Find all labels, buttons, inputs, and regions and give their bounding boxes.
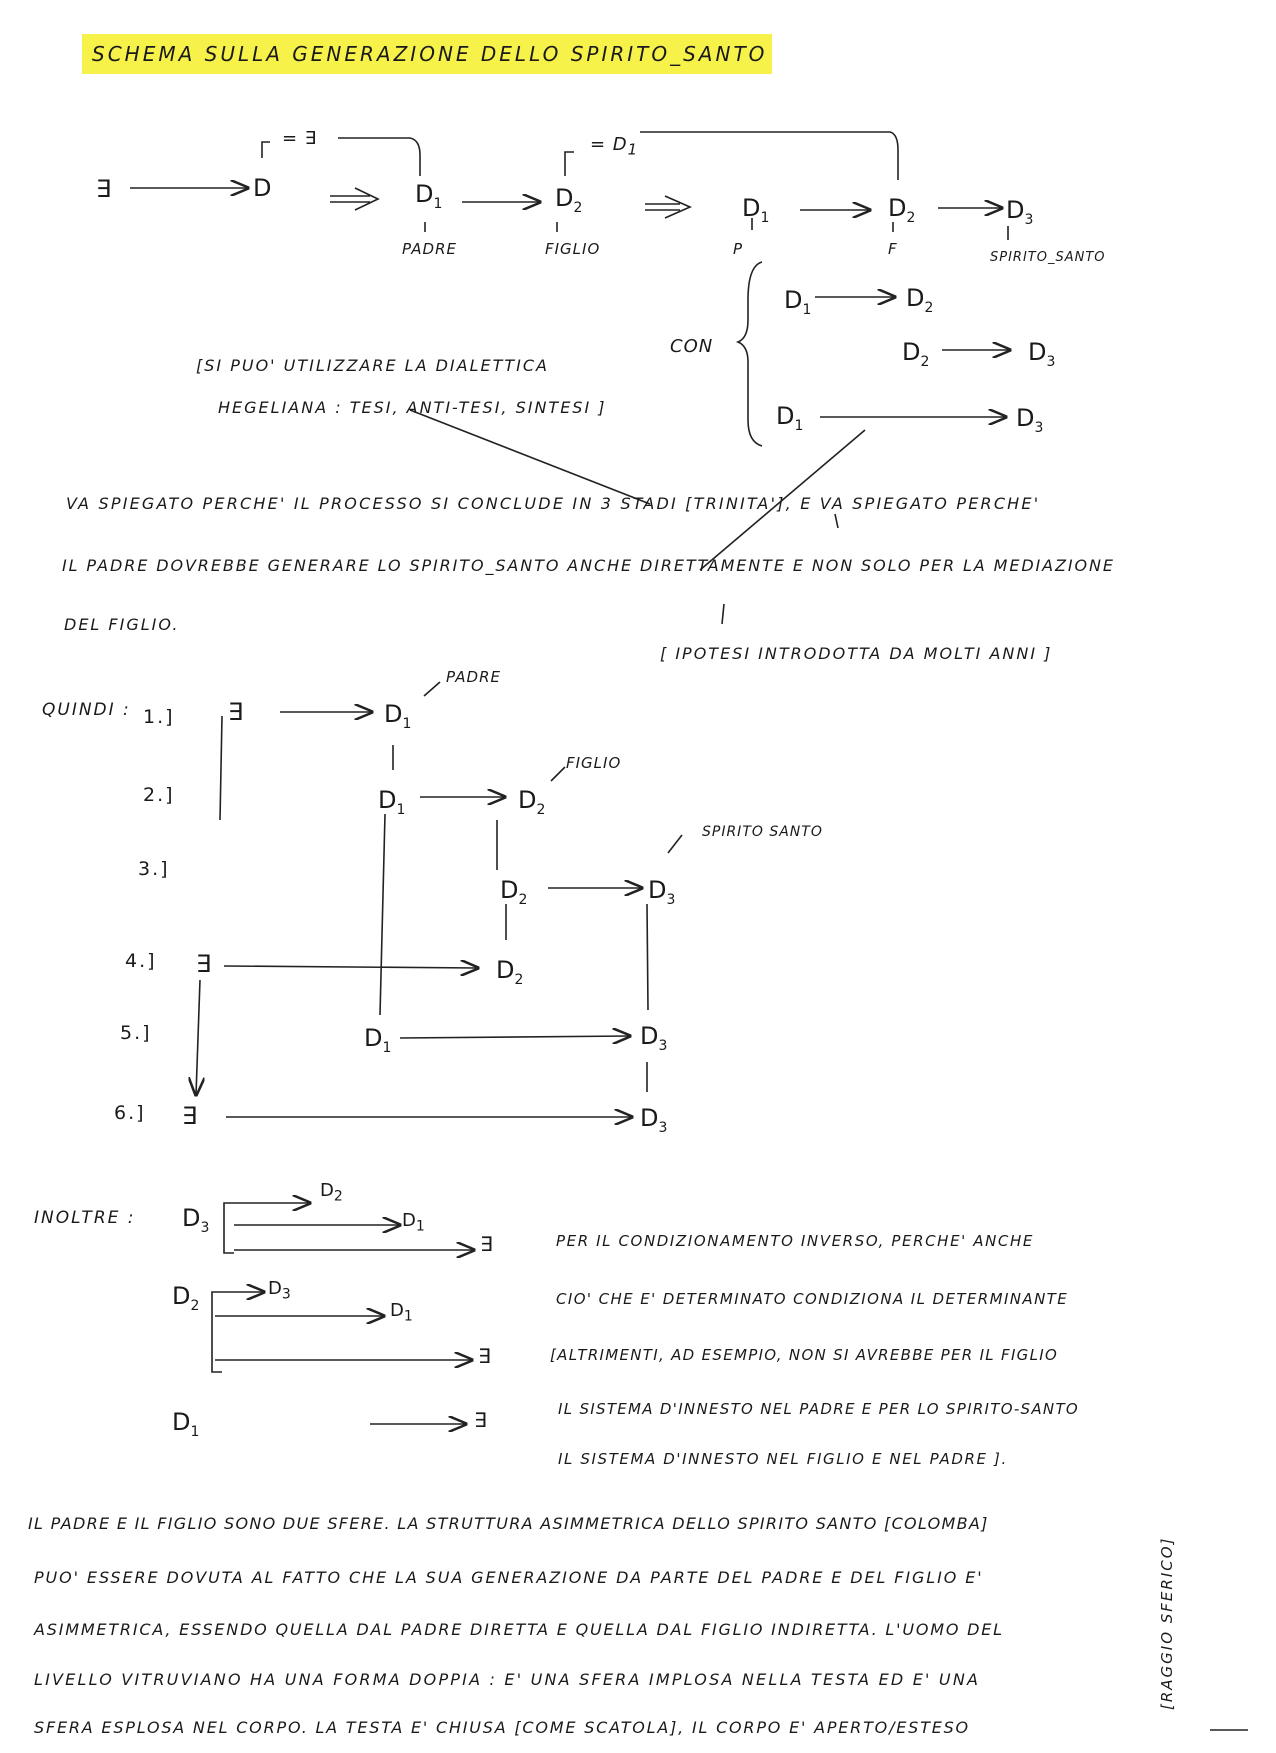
closing-line-5: SFERA ESPLOSA NEL CORPO. LA TESTA E' CHIUSA [COME SCATOLA], IL CORPO E' APERTO/ESTESO (34, 1718, 970, 1737)
label-p: P (733, 240, 744, 258)
con-d2-b: $D_2$ (902, 338, 930, 370)
double-arrow-2 (645, 196, 690, 218)
in-d2: $D_2$ (172, 1282, 200, 1314)
q1-d1: $D_1$ (384, 700, 412, 732)
node-exists-1: ∃ (96, 175, 112, 203)
label-eq-d1: = $D_1$ (590, 134, 639, 159)
node-d1-padre: $D_1$ (415, 180, 443, 212)
side-note-raggio: [RAGGIO SFERICO] (1158, 1536, 1176, 1710)
arrow-q5 (400, 1036, 630, 1038)
in-d3: $D_3$ (182, 1204, 210, 1236)
step-5: 5.] (120, 1022, 152, 1044)
q4-exists: ∃ (196, 950, 212, 978)
con-d1-b: $D_1$ (776, 402, 804, 434)
quindi-label: QUINDI : (42, 700, 131, 720)
node-d: D (253, 174, 272, 202)
in-d2-d1: $D_1$ (390, 1300, 413, 1325)
q3-d3: $D_3$ (648, 876, 676, 908)
double-arrow-1 (330, 188, 378, 210)
paragraph1-line1: VA SPIEGATO PERCHE' IL PROCESSO SI CONCLUDE IN 3 STADI [TRINITA'], E VA SPIEGATO PERCHE' (66, 494, 1041, 513)
q3-d2: $D_2$ (500, 876, 528, 908)
in-d3-exists: ∃ (480, 1232, 493, 1256)
q2-d2: $D_2$ (518, 786, 546, 818)
q5-d1: $D_1$ (364, 1024, 392, 1056)
label-con: CON (670, 336, 714, 357)
closing-line-1: IL PADRE E IL FIGLIO SONO DUE SFERE. LA STRUTTURA ASIMMETRICA DELLO SPIRITO SANTO [COLOMBA] (28, 1514, 989, 1533)
in-d1: $D_1$ (172, 1408, 200, 1440)
inoltre-text-5: IL SISTEMA D'INNESTO NEL FIGLIO E NEL PADRE ]. (558, 1450, 1008, 1468)
label-padre: PADRE (402, 240, 458, 258)
con-brace (738, 262, 762, 446)
in-d3-d2: $D_2$ (320, 1180, 343, 1205)
note-dialettica-line1: [SI PUO' UTILIZZARE LA DIALETTICA (196, 356, 549, 375)
page-title: SCHEMA SULLA GENERAZIONE DELLO SPIRITO_SANTO (92, 42, 768, 66)
node-d3-b: $D_3$ (1006, 196, 1034, 228)
paragraph1-line2: IL PADRE DOVREBBE GENERARE LO SPIRITO_SANTO ANCHE DIRETTAMENTE E NON SOLO PER LA MEDIAZIONE (62, 556, 1115, 575)
q5-d3: $D_3$ (640, 1022, 668, 1054)
ipotesi-note: [ IPOTESI INTRODOTTA DA MOLTI ANNI ] (660, 644, 1053, 663)
step-4: 4.] (125, 950, 157, 972)
inoltre-text-4: IL SISTEMA D'INNESTO NEL PADRE E PER LO SPIRITO-SANTO (558, 1400, 1080, 1418)
q1-exists: ∃ (228, 698, 244, 726)
closing-line-2: PUO' ESSERE DOVUTA AL FATTO CHE LA SUA GENERAZIONE DA PARTE DEL PADRE E DEL FIGLIO E' (34, 1568, 984, 1587)
step-6: 6.] (114, 1102, 146, 1124)
q-padre-label: PADRE (446, 668, 502, 686)
in-d3-d1: $D_1$ (402, 1210, 425, 1235)
in-d2-d3: $D_3$ (268, 1278, 291, 1303)
q-spirito-label: SPIRITO SANTO (702, 824, 823, 840)
closing-line-3: ASIMMETRICA, ESSENDO QUELLA DAL PADRE DIRETTA E QUELLA DAL FIGLIO INDIRETTA. L'UOMO DEL (34, 1620, 1004, 1639)
label-eq-exists: = ∃ (282, 128, 318, 149)
q6-d3: $D_3$ (640, 1104, 668, 1136)
in-d2-exists: ∃ (478, 1344, 491, 1368)
con-d2-a: $D_2$ (906, 284, 934, 316)
node-d2-b: $D_2$ (888, 194, 916, 226)
q6-exists: ∃ (182, 1102, 198, 1130)
in-d1-exists: ∃ (474, 1408, 487, 1432)
q-figlio-label: FIGLIO (566, 754, 622, 772)
inoltre-label: INOLTRE : (34, 1208, 136, 1228)
step-2: 2.] (143, 784, 175, 806)
node-d1-b: $D_1$ (742, 194, 770, 226)
con-d1-a: $D_1$ (784, 286, 812, 318)
con-d3-b: $D_3$ (1016, 404, 1044, 436)
paragraph1-line3: DEL FIGLIO. (64, 615, 180, 634)
inoltre-text-1: PER IL CONDIZIONAMENTO INVERSO, PERCHE' ANCHE (556, 1232, 1034, 1250)
arrow-q4 (224, 966, 478, 968)
label-figlio: FIGLIO (545, 240, 601, 258)
label-f: F (888, 240, 898, 258)
step-3: 3.] (138, 858, 170, 880)
con-d3-a: $D_3$ (1028, 338, 1056, 370)
closing-line-4: LIVELLO VITRUVIANO HA UNA FORMA DOPPIA : E' UNA SFERA IMPLOSA NELLA TESTA ED E' UNA (34, 1670, 981, 1689)
node-d2-figlio: $D_2$ (555, 184, 583, 216)
q2-d1: $D_1$ (378, 786, 406, 818)
q4-d2: $D_2$ (496, 956, 524, 988)
step-1: 1.] (143, 706, 175, 728)
inoltre-text-2: CIO' CHE E' DETERMINATO CONDIZIONA IL DETERMINANTE (556, 1290, 1069, 1308)
inoltre-text-3: [ALTRIMENTI, AD ESEMPIO, NON SI AVREBBE PER IL FIGLIO (550, 1346, 1059, 1364)
label-spirito-santo: SPIRITO_SANTO (990, 250, 1106, 265)
note-dialettica-line2: HEGELIANA : TESI, ANTI-TESI, SINTESI ] (218, 398, 607, 417)
